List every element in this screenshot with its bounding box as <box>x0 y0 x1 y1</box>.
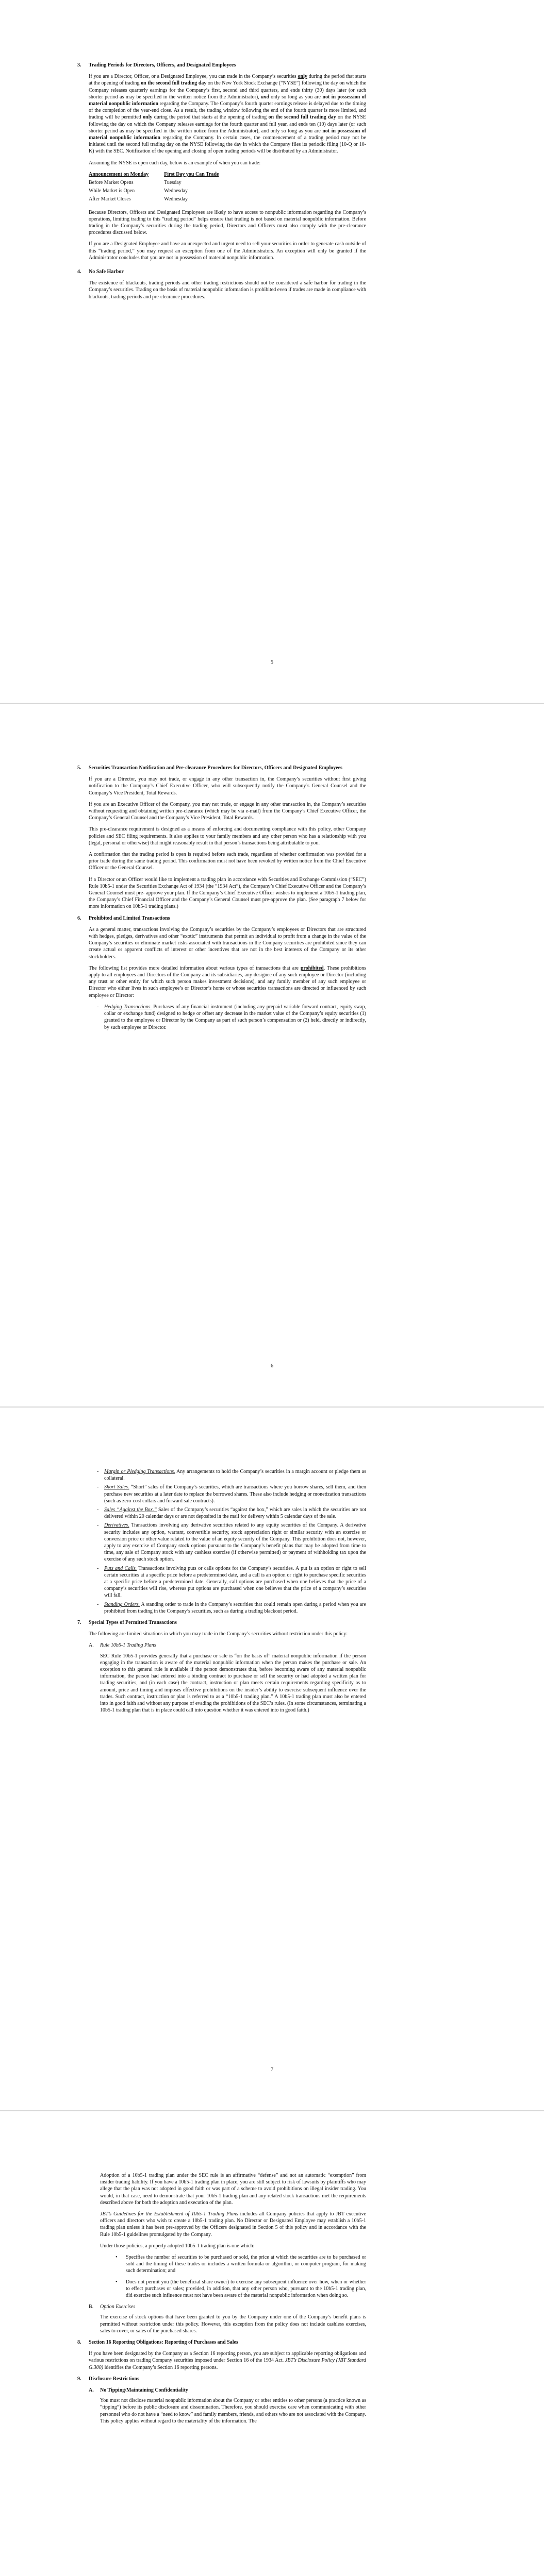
subsection-7b-paragraph-1: The exercise of stock options that have been granted to you by the Company under one of the Company’s benefit plans is permitted without restriction under this policy. However, this exception from the policy does not include cashless exercises, sales to cover, or sales of the purchased shares. <box>100 2314 366 2334</box>
section-number: 5. <box>77 765 81 771</box>
subsection-7a-body <box>100 1653 366 1714</box>
section-5-paragraph-2: If you are an Executive Officer of the Company, you may not trade, or engage in any other transaction in, the Company’s securities without requesting and obtaining written pre-clearance (which may be via e-mail) from the Company’s Chief Executive Officer, the Company’s General Counsel and the Company’s Vice President, Total Rewards. <box>89 801 366 821</box>
section-number: 7. <box>77 1620 81 1626</box>
table-cell: Tuesday <box>164 180 182 186</box>
list-item: • Does not permit you (the beneficial share owner) to exercise any subsequent influence over how, when or whether to effect purchases or sales; provided, in addition, that any other person who, pursuant to the 10b5-1 trading plan, did exercise such influence must not have been aware of the material nonpublic information when doing so. <box>126 2279 366 2299</box>
section-5-paragraph-4: A confirmation that the trading period is open is required before each trade, regardless of whether confirmation was provided for a prior trade during the same trading period. This confirmation must not have been revoked by written notice from the Chief Executive Officer or the General Counsel. <box>89 852 366 871</box>
page-number: 7 <box>271 2067 273 2073</box>
list-item: - Short Sales. “Short” sales of the Company’s securities, which are transactions where you borrow shares, sell them, and then purchase new securities at a later date to replace the borrowed shares. These also include hedging or monetization transactions (such as zero-cost collars and forward sale contracts). <box>104 1484 366 1504</box>
section-title: Securities Transaction Notification and Pre-clearance Procedures for Directors, Officers and Designated Employees <box>89 765 342 771</box>
section-title: Trading Periods for Directors, Officers, and Designated Employees <box>89 62 236 68</box>
section-4-body <box>89 280 366 300</box>
subsection-letter: B. <box>89 2304 94 2310</box>
subsection-title: Option Exercises <box>100 2304 136 2310</box>
section-6-continued <box>89 1468 366 1615</box>
section-number: 8. <box>77 2340 81 2346</box>
section-3-heading <box>77 62 366 69</box>
section-9-heading <box>77 2376 366 2382</box>
table-cell: After Market Closes <box>89 196 131 202</box>
section-title: Section 16 Reporting Obligations: Reporting of Purchases and Sales <box>89 2340 238 2346</box>
subsection-7a-paragraph-1: SEC Rule 10b5-1 provides generally that a purchase or sale is “on the basis of” material nonpublic information if the person engaging in the transaction is aware of the material nonpublic information when the person makes the purchase or sale. An exception to this general rule is available if the person demonstrates that, before becoming aware of any material nonpublic information, the person had entered into a binding contract to purchase or sell the security or had adopted a written plan for trading securities, and (in each case) the contract, instruction or plan meets certain requirements regarding specificity as to amount, price and timing and imposes effective prohibitions on the insider’s ability to exercise subsequent influence over the trades. Such contract, instruction or plan is referred to as a “10b5-1 trading plan.” A 10b5-1 trading plan must also be entered into in good faith and without any purpose of evading the prohibitions of the SEC’s rules. (In some circumstances, terminating a 10b5-1 trading plan that is in place could call into question whether it was entered into in good faith.) <box>100 1653 366 1714</box>
subsection-letter: A. <box>89 1642 94 1649</box>
section-number: 4. <box>77 269 81 275</box>
section-3-paragraph-3: Because Directors, Officers and Designated Employees are likely to have access to nonpublic information regarding the Company’s operations, limiting trading to this “trading period” helps ensure that trading is not based on material nonpublic information. Before trading in the Company’s securities during the trading period, Directors and Officers must also comply with the pre-clearance procedures discussed below. <box>89 209 366 236</box>
section-number: 3. <box>77 62 81 68</box>
page-6-content <box>77 765 366 1036</box>
subsection-7b-body <box>100 2314 366 2334</box>
section-7-body <box>89 1631 366 1637</box>
list-item: - Standing Orders. A standing order to trade in the Company’s securities that could remain open during a period when you are prohibited from trading in the Company’s securities, such as during a trading blackout period. <box>104 1601 366 1615</box>
section-5-paragraph-5: If a Director or an Officer would like to implement a trading plan in accordance with Securities and Exchange Commission (“SEC”) Rule 10b5-1 under the Securities Exchange Act of 1934 (the “1934 Act”), the Company’s Chief Executive Officer and the Company’s General Counsel must pre- approve your plan. If the Company’s Chief Executive Officer wishes to implement a 10b5-1 trading plan, the Company’s Chief Financial Officer and the Company’s General Counsel must pre-approve the plan. (See paragraph 7 below for more information on 10b5-1 trading plans.) <box>89 876 366 910</box>
section-number: 6. <box>77 915 81 921</box>
section-3-paragraph-4: If you are a Designated Employee and have an unexpected and urgent need to sell your securities in order to generate cash outside of this “trading period,” you may request an exception from one of the Administrators. An exception will only be granted if the Administrator concludes that you are not in possession of material nonpublic information. <box>89 241 366 261</box>
section-title: Special Types of Permitted Transactions <box>89 1620 177 1626</box>
trading-plan-requirements-list <box>100 2254 366 2299</box>
section-5-paragraph-3: This pre-clearance requirement is designed as a means of enforcing and documenting compliance with this policy, other Company policies and SEC filing requirements. It also applies to your family members and any other person who has a relationship with you (legal, personal or otherwise) that might reasonably result in that person’s transactions being attributable to you. <box>89 826 366 846</box>
page-5 <box>0 0 544 703</box>
table-header: Announcement on Monday <box>89 171 149 177</box>
section-5-body <box>89 776 366 910</box>
table-cell: Before Market Opens <box>89 180 134 186</box>
section-7-paragraph-1: The following are limited situations in which you may trade in the Company’s securities without restriction under this policy: <box>89 1631 348 1637</box>
table-header: First Day you Can Trade <box>164 171 219 177</box>
table-cell: Wednesday <box>164 196 188 202</box>
section-5-heading <box>77 765 366 771</box>
list-item: - Sales “Against the Box.” Sales of the Company’s securities “against the box,” which are sales in which the securities are not delivered within 20 calendar days or are not deposited in the mail for delivery within 5 calendar days of the sale. <box>104 1506 366 1520</box>
section-3-paragraph-2: Assuming the NYSE is open each day, below is an example of when you can trade: <box>89 160 261 166</box>
list-item: - Puts and Calls. Transactions involving puts or calls options for the Company’s securities. A put is an option or right to sell certain securities at a specific price before a predetermined date, and a call is an option or right to purchase specific securities at a specific price before a predetermined date. Generally, call options are purchased when one believes that the price of a company’s securities will rise, whereas put options are purchased when one believes that the price of a company’s securities will fall. <box>104 1565 366 1599</box>
section-3-paragraph-1: If you are a Director, Officer, or a Designated Employee, you can trade in the Company’s securities only during the period that starts at the opening of trading on the second full trading day on the New York Stock Exchange (“NYSE”) following the day on which the Company releases quarterly earnings for the Company’s first, second and third quarters, and ends thirty (30) days later (or such shorter period as may be specified in the written notice from the Administrator), and only so long as you are not in possession of material nonpublic information regarding the Company. The Company’s fourth quarter earnings release is delayed due to the timing of the completion of the year-end close. As a result, the trading window following the end of the fourth quarter is more limited, and trading will be permitted only during the period that starts at the opening of trading on the second full trading day on the NYSE following the day on which the Company releases earnings for the fourth quarter and full year, and ends ten (10) days later (or such shorter period as may be specified in the written notice from the Administrator), and only so long as you are not in possession of material nonpublic information regarding the Company. In certain cases, the commencement of a trading period may not be initiated until the second full trading day on the NYSE following the day in which the Company files its periodic filing (10-Q or 10-K) with the SEC. Notification of the opening and closing of open trading periods will be distributed by an Administrator. <box>89 74 367 155</box>
section-8-heading <box>77 2339 366 2346</box>
page-7 <box>0 1408 544 2110</box>
subsection-9a-body <box>100 2397 366 2425</box>
subsection-7a-paragraph-4: Under those policies, a properly adopted 10b5-1 trading plan is one which: <box>100 2243 255 2249</box>
subsection-9a-heading <box>89 2387 366 2394</box>
table-row <box>89 179 234 188</box>
section-title: No Safe Harbor <box>89 269 124 275</box>
page-7-content <box>77 1468 366 1719</box>
list-item: - Derivatives. Transactions involving any derivative securities related to any equity securities of the Company. A derivative security includes any option, warrant, convertible security, stock appreciation right or similar security with an exercise or conversion price or other value related to the value of an equity security of the Company. This prohibition does not, however, apply to any exercise of Company stock options pursuant to the Company’s benefit plans that may be adopted from time to time, any sale of Company stock with any cashless exercise (if otherwise permitted) or payment of withholding tax upon the exercise of any such stock option. <box>104 1522 366 1563</box>
subsection-9a-paragraph-1: You must not disclose material nonpublic information about the Company or other entities to other persons (a practice known as “tipping”) before its public disclosure and dissemination. Therefore, you should exercise care when communicating with other personnel who do not have a “need to know” and family members, friends, and others who are not associated with the Company. This policy applies without regard to the materiality of the information. The <box>100 2398 366 2424</box>
section-3-body <box>89 73 366 261</box>
list-item: - Margin or Pledging Transactions. Any arrangements to hold the Company’s securities in a margin account or pledge them as collateral. <box>104 1468 366 1482</box>
section-4-paragraph-1: The existence of blackouts, trading periods and other trading restrictions should not be considered a safe harbor for trading in the Company’s securities. Trading on the basis of material nonpublic information is prohibited even if trades are made in compliance with blackouts, trading periods and pre-clearance procedures. <box>89 280 366 300</box>
prohibited-transactions-list <box>89 1468 366 1615</box>
page-8 <box>0 2111 544 2576</box>
section-5-paragraph-1: If you are a Director, you may not trade, or engage in any other transaction in, the Company’s securities without first giving notification to the Company’s Chief Executive Officer, who will subsequently notify the Company’s General Counsel and the Company’s Vice President, Total Rewards. <box>89 776 366 796</box>
section-number: 9. <box>77 2376 81 2382</box>
section-6-heading <box>77 915 366 922</box>
subsection-7b-heading <box>89 2303 366 2310</box>
trading-example-table <box>89 171 234 205</box>
subsection-7a-paragraph-2: Adoption of a 10b5-1 trading plan under the SEC rule is an affirmative “defense” and not an automatic “exemption” from insider trading liability. If you have a 10b5-1 trading plan in place, you are still subject to risk of lawsuits by plaintiffs who may allege that the plan was not adopted in good faith or was part of a scheme to avoid prohibitions on illegal insider trading. You would, in that case, need to demonstrate that your 10b5-1 trading plan and any related stock transactions met the requirements described above for both the adoption and execution of the plan. <box>100 2173 366 2206</box>
section-6-body <box>89 926 366 1031</box>
subsection-title: No Tipping/Maintaining Confidentiality <box>100 2387 188 2394</box>
section-6-paragraph-2: The following list provides more detailed information about various types of transactions that are prohibited. These prohibitions apply to all employees and Directors of the Company and its subsidiaries, any designee of any such employee or Director (including any trust or other entity for which such person makes investment decisions), and any family member of any such employee or Director who either lives in such employee’s or Director’s home or whose securities transactions are directed or influenced by such employee or Director: <box>89 965 366 998</box>
table-header-row <box>89 171 234 179</box>
table-row <box>89 196 234 204</box>
page-6 <box>0 704 544 1406</box>
table-cell: Wednesday <box>164 188 188 194</box>
page-8-content <box>77 2172 366 2429</box>
subsection-7a-heading <box>89 1642 366 1649</box>
subsection-letter: A. <box>89 2387 94 2394</box>
list-item: - Hedging Transactions. Purchases of any financial instrument (including any prepaid variable forward contract, equity swap, collar or exchange fund) designed to hedge or offset any decrease in the market value of the Company’s equity securities (1) granted to the employee or Director by the Company as part of such person’s compensation or (2) held, directly or indirectly, by such employee or Director. <box>104 1004 366 1031</box>
subsection-7a-continued <box>100 2172 366 2299</box>
section-4-heading <box>77 268 366 275</box>
section-title: Prohibited and Limited Transactions <box>89 915 170 921</box>
page-number: 5 <box>271 659 273 665</box>
section-8-paragraph-1: If you have been designated by the Company as a Section 16 reporting person, you are subject to applicable reporting obligations and various restrictions on trading Company securities imposed under Section 16 of the 1934 Act. JBT’s Disclosure Policy (JBT Standard G.300) identifies the Company’s Section 16 reporting persons. <box>89 2351 366 2370</box>
table-cell: While Market is Open <box>89 188 135 194</box>
section-8-body <box>89 2350 366 2371</box>
subsection-title: Rule 10b5-1 Trading Plans <box>100 1642 156 1649</box>
list-item: • Specifies the number of securities to be purchased or sold, the price at which the securities are to be purchased or sold and the timing of these trades or includes a written formula or algorithm, or computer program, for making such determination; and <box>126 2254 366 2275</box>
page-5-content <box>77 62 366 305</box>
section-title: Disclosure Restrictions <box>89 2376 139 2382</box>
table-row <box>89 188 234 196</box>
section-7-heading <box>77 1619 366 1626</box>
page-number: 6 <box>271 1363 273 1369</box>
subsection-7a-paragraph-3: JBT’s Guidelines for the Establishment of 10b5-1 Trading Plans includes all Company policies that apply to JBT executive officers and directors who wish to create a 10b5-1 trading plan. No Director or Designated Employee may establish a 10b5-1 trading plan unless it has been pre-approved by the Officers designated in Section 5 of this policy and in accordance with the Rule 10b5-1 guidelines promulgated by the Company. <box>100 2211 366 2238</box>
prohibited-transactions-list <box>89 1004 366 1031</box>
section-6-paragraph-1: As a general matter, transactions involving the Company’s securities by the Company’s employees or Directors that are structured with hedges, pledges, derivatives and other “exotic” instruments that permit an individual to profit from a change in the value of the Company’s securities or eliminate market risks associated with transactions in the Company securities are prohibited since they can create actual or apparent conflicts of interest or other incentives that are not in the best interests of the Company or its other stockholders. <box>89 926 366 960</box>
